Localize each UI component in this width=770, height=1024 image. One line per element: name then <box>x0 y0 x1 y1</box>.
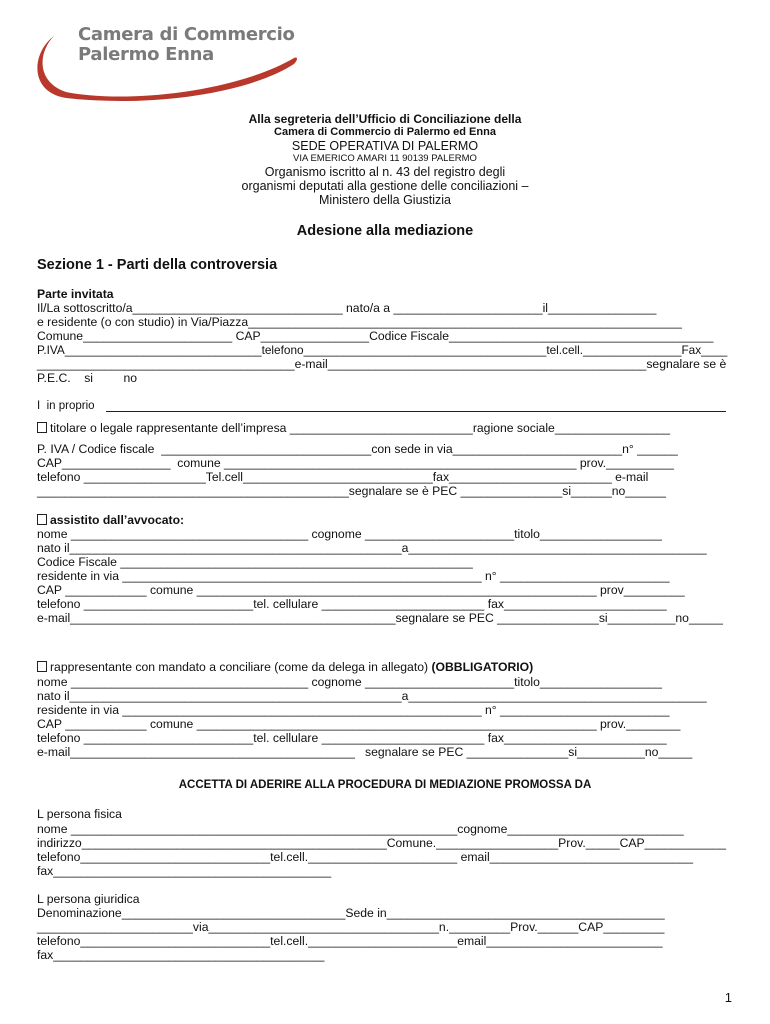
header-line-1: Alla segreteria dell’Ufficio di Conciliazione della <box>248 112 522 126</box>
parte-invitata-line-5: ______________________________________e-mail_______________________________________________segnalare se è <box>37 357 727 371</box>
assistito-line-5: CAP ____________ comune ___________________________________________________________ prov_________ <box>37 583 685 597</box>
page-title: Adesione alla mediazione <box>296 223 474 239</box>
rappresentante-line-5: telefono _________________________tel. cellulare ________________________ fax________________________ <box>37 731 667 745</box>
header-line-2: Camera di Commercio di Palermo ed Enna <box>274 126 496 138</box>
persona-fisica-line-3: telefono____________________________tel.cell.______________________ email______________________________ <box>37 850 694 864</box>
in-proprio-marker: I <box>37 400 47 412</box>
header-line-5: Organismo iscritto al n. 43 del registro degli <box>264 165 506 179</box>
assistito-line-1: nome ___________________________________ cognome ______________________titolo__________________ <box>37 527 662 541</box>
persona-giuridica-line-1: Denominazione_________________________________Sede in_________________________________________ <box>37 906 665 920</box>
persona-giuridica-line-4: fax________________________________________ <box>37 948 325 962</box>
persona-fisica-line-1: nome _________________________________________________________cognome__________________________ <box>37 822 684 836</box>
rappresentante-label-text: rappresentante con mandato a conciliare (come da delega in allegato) <box>50 660 432 674</box>
persona-fisica-option[interactable] <box>37 807 122 821</box>
pec-choice: P.E.C. si no <box>37 371 138 385</box>
in-proprio-option[interactable] <box>37 399 95 413</box>
assistito-label-text: assistito dall’avvocato: <box>50 513 185 527</box>
header-line-7: Ministero della Giustizia <box>319 193 451 207</box>
accetta-heading: ACCETTA DI ADERIRE ALLA PROCEDURA DI MEDIAZIONE PROMOSSA DA <box>178 779 592 791</box>
persona-giuridica-marker: L <box>37 892 47 906</box>
persona-fisica-line-2: indirizzo_____________________________________________Comune.__________________Prov._____CAP____________ <box>37 836 727 850</box>
rappresentante-checkbox[interactable] <box>37 661 47 672</box>
titolare-line-3: CAP________________ comune ____________________________________________________ prov.__________ <box>37 456 674 470</box>
titolare-line-4: telefono __________________Tel.cell____________________________fax________________________ e-mail <box>37 470 649 484</box>
assistito-line-3: Codice Fiscale ____________________________________________________ <box>37 555 473 569</box>
assistito-line-7: e-mail________________________________________________segnalare se PEC _______________si__________no_____ <box>37 611 723 625</box>
section-title: Sezione 1 - Parti della controversia <box>37 257 278 273</box>
parte-invitata-line-2: e residente (o con studio) in Via/Piazza________________________________________________________________ <box>37 315 682 329</box>
titolare-line-2: P. IVA / Codice fiscale _______________________________con sede in via_________________________n° ______ <box>37 442 678 456</box>
rappresentante-label[interactable] <box>37 660 533 674</box>
parte-invitata-label: Parte invitata <box>37 287 114 301</box>
persona-fisica-line-4: fax_________________________________________ <box>37 864 332 878</box>
persona-fisica-label: persona fisica <box>46 807 122 821</box>
assistito-label[interactable] <box>37 513 184 527</box>
header-line-4: VIA EMERICO AMARI 11 90139 PALERMO <box>293 153 477 164</box>
assistito-line-6: telefono _________________________tel. cellulare ________________________ fax________________________ <box>37 597 667 611</box>
parte-invitata-line-4: P.IVA______________________________telefono_____________________________________tel.cell._______________Fax____ <box>37 343 728 357</box>
logo-text-line2: Palermo Enna <box>78 44 214 65</box>
rappresentante-line-3: residente in via _____________________________________________________ n° _________________________ <box>37 703 670 717</box>
assistito-line-2: nato il_________________________________________________a____________________________________________ <box>37 541 707 555</box>
persona-fisica-marker: L <box>37 807 47 821</box>
logo <box>36 22 306 102</box>
in-proprio-label: in proprio <box>46 400 95 412</box>
parte-invitata-line-3: Comune______________________ CAP________________Codice Fiscale_______________________________________ <box>37 329 714 343</box>
rappresentante-line-1: nome ___________________________________ cognome ______________________titolo__________________ <box>37 675 662 689</box>
header-line-3: SEDE OPERATIVA DI PALERMO <box>291 139 479 153</box>
parte-invitata-line-1: Il/La sottoscritto/a_______________________________ nato/a a ______________________il________________ <box>37 301 657 315</box>
assistito-line-4: residente in via _____________________________________________________ n° _________________________ <box>37 569 670 583</box>
page-number: 1 <box>724 990 732 1005</box>
header-line-6: organismi deputati alla gestione delle conciliazioni – <box>241 179 529 193</box>
in-proprio-line <box>106 411 726 412</box>
rappresentante-line-4: CAP ____________ comune ___________________________________________________________ prov.________ <box>37 717 681 731</box>
titolare-line-5: ______________________________________________segnalare se è PEC _______________si______no______ <box>37 484 666 498</box>
assistito-checkbox[interactable] <box>37 514 47 525</box>
persona-giuridica-line-2: _______________________via__________________________________n._________Prov.______CAP_________ <box>37 920 665 934</box>
logo-text-line1: Camera di Commercio <box>78 24 295 45</box>
titolare-checkbox[interactable] <box>37 422 47 433</box>
rappresentante-line-2: nato il_________________________________________________a____________________________________________ <box>37 689 707 703</box>
persona-giuridica-label: persona giuridica <box>46 892 140 906</box>
titolare-line-1-text: titolare o legale rappresentante dell’impresa ___________________________ragione sociale_________________ <box>50 421 671 435</box>
persona-giuridica-line-3: telefono____________________________tel.cell.______________________email__________________________ <box>37 934 663 948</box>
titolare-line-1[interactable] <box>37 421 670 435</box>
obbligatorio-label: (OBBLIGATORIO) <box>431 660 534 674</box>
rappresentante-line-6: e-mail__________________________________________ segnalare se PEC _______________si__________no_____ <box>37 745 693 759</box>
persona-giuridica-option[interactable] <box>37 892 140 906</box>
